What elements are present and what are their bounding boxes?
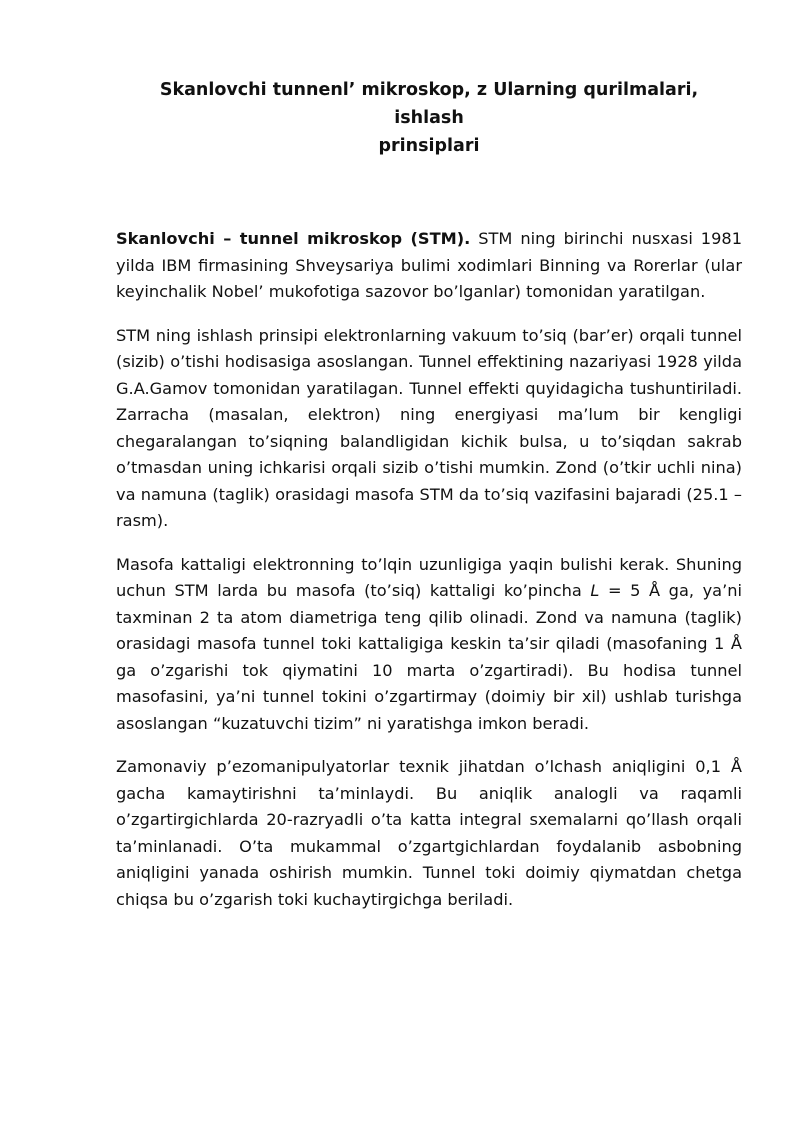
title-line-1: Skanlovchi tunnenl’ mikroskop, z Ularning qurilmalari, ishlash	[159, 80, 699, 128]
page-title	[129, 76, 729, 160]
paragraph-1	[116, 226, 742, 306]
paragraph-1-lead: Skanlovchi – tunnel mikroskop (STM).	[116, 229, 471, 248]
paragraph-4: Zamonaviy p’ezomanipulyatorlar texnik jihatdan o’lchash aniqligini 0,1 Å gacha kamaytirishni ta’minlaydi. Bu aniqlik analogli va raqamli o’zgartirgichlarda 20-razryadli o’ta katta integral sxemalarni qo’llash orqali ta’minlanadi. O’ta mukammal o’zgartgichlardan foydalanib asbobning aniqligini yanada oshirish mumkin. Tunnel toki doimiy qiymatdan chetga chiqsa bu o’zgarish toki kuchaytirgichga beriladi.	[116, 757, 742, 909]
paragraph-1-text: STM ning birinchi nusxasi 1981 yilda IBM firmasining Shveysariya bulimi xodimlari Binning va Rorerlar (ular keyinchalik Nobel’ mukofotiga sazovor bo’lganlar) tomonidan yaratilgan.	[116, 229, 742, 301]
paragraph-3	[116, 552, 742, 738]
document-body	[116, 226, 742, 913]
paragraph-2: STM ning ishlash prinsipi elektronlarning vakuum to’siq (bar’er) orqali tunnel (sizib) o’tishi hodisasiga asoslangan. Tunnel effektining nazariyasi 1928 yilda G.A.Gamov tomonidan yaratilagan. Tunnel effekti quyidagicha tushuntiriladi. Zarracha (masalan, elektron) ning energiyasi ma’lum bir kengligi chegaralangan to’siqning balandligidan kichik bulsa, u to’siqdan sakrab o’tmasdan uning ichkarisi orqali sizib o’tishi mumkin. Zond (o’tkir uchli nina) va namuna (taglik) orasidagi masofa STM da to’siq vazifasini bajaradi (25.1 – rasm).	[116, 325, 742, 530]
title-line-2: prinsiplari	[378, 136, 480, 156]
paragraph-3-text-after: = 5 Å ga, ya’ni taxminan 2 ta atom diametriga teng qilib olinadi. Zond va namuna (taglik) orasidagi masofa tunnel toki kattaligiga keskin ta’sir qiladi (masofaning 1 Å ga o’zgarishi tok qiymatini 10 marta o’zgartiradi). Bu hodisa tunnel masofasini, ya’ni tunnel tokini o’zgartirmay (doimiy bir xil) ushlab turishga asoslangan “kuzatuvchi tizim” ni yaratishga imkon beradi.	[116, 581, 742, 733]
paragraph-3-text-before: Masofa kattaligi elektronning to’lqin uzunligiga yaqin bulishi kerak. Shuning uchun STM larda bu masofa (to’siq) kattaligi ko’pincha	[116, 554, 742, 600]
variable-L: L	[590, 581, 600, 600]
